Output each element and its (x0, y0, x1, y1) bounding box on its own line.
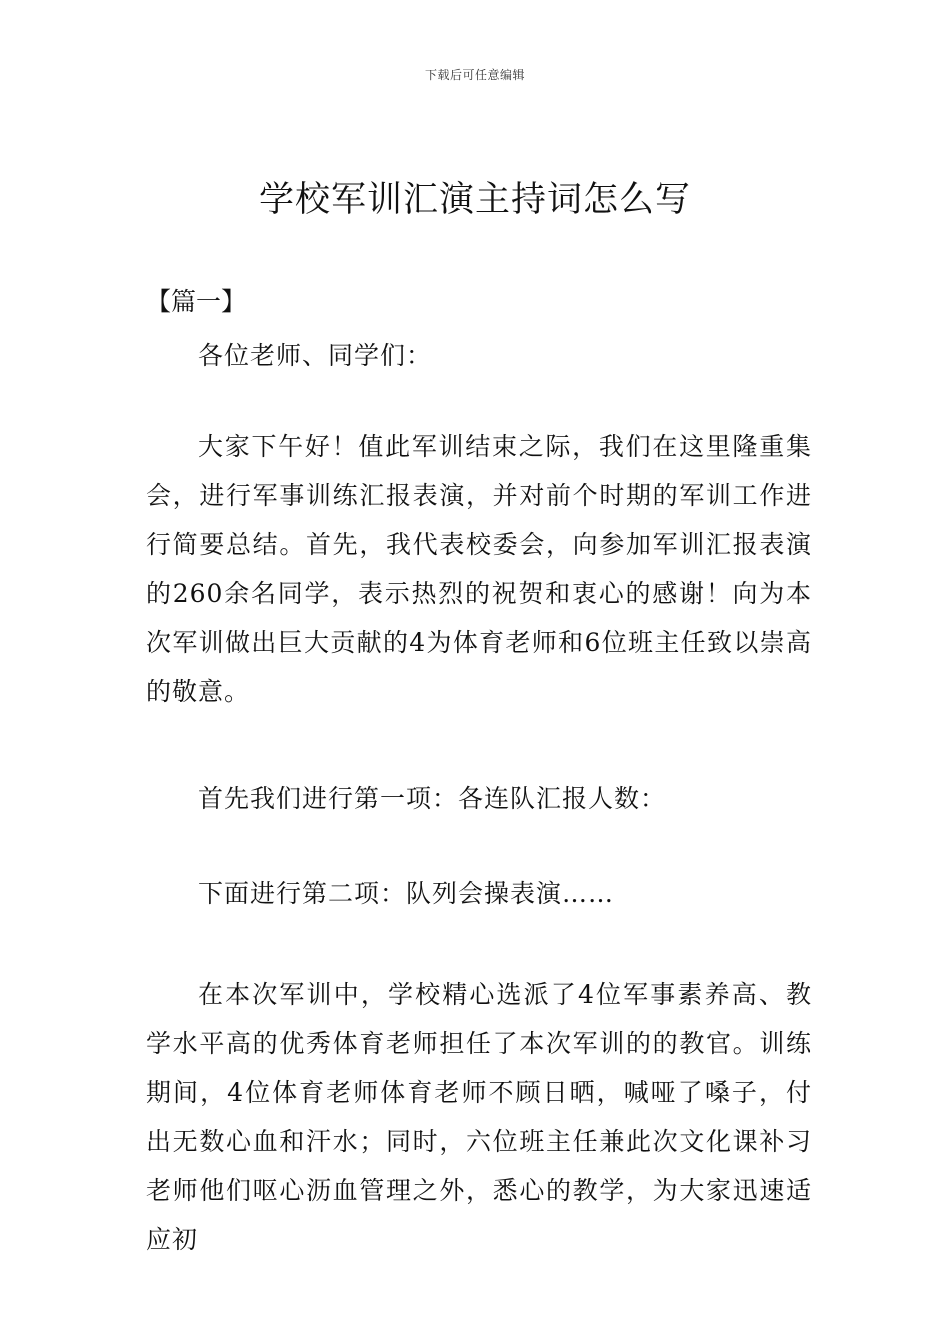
training-summary-paragraph: 在本次军训中，学校精心选派了4位军事素养高、教学水平高的优秀体育老师担任了本次军训的的教官。训练期间，4位体育老师体育老师不顾日晒，喊哑了嗓子，付出无数心血和汗水；同时，六位班主任兼此次文化课补习老师他们呕心沥血管理之外，悉心的教学，为大家迅速适应初 (146, 980, 812, 1254)
section-heading: 【篇一】 (146, 287, 247, 316)
document-title: 学校军训汇演主持词怎么写 (258, 180, 691, 220)
opening-paragraph: 大家下午好！值此军训结束之际，我们在这里隆重集会，进行军事训练汇报表演，并对前个时期的军训工作进行简要总结。首先，我代表校委会，向参加军训汇报表演的260余名同学，表示热烈的祝贺和衷心的感谢！向为本次军训做出巨大贡献的4为体育老师和6位班主任致以崇高的敬意。 (146, 432, 812, 706)
greeting-paragraph: 各位老师、同学们： (198, 341, 433, 370)
item-two-paragraph: 下面进行第二项：队列会操表演…… (198, 879, 615, 908)
header-note: 下载后可任意编辑 (424, 68, 525, 82)
item-one-paragraph: 首先我们进行第一项：各连队汇报人数： (198, 784, 667, 813)
